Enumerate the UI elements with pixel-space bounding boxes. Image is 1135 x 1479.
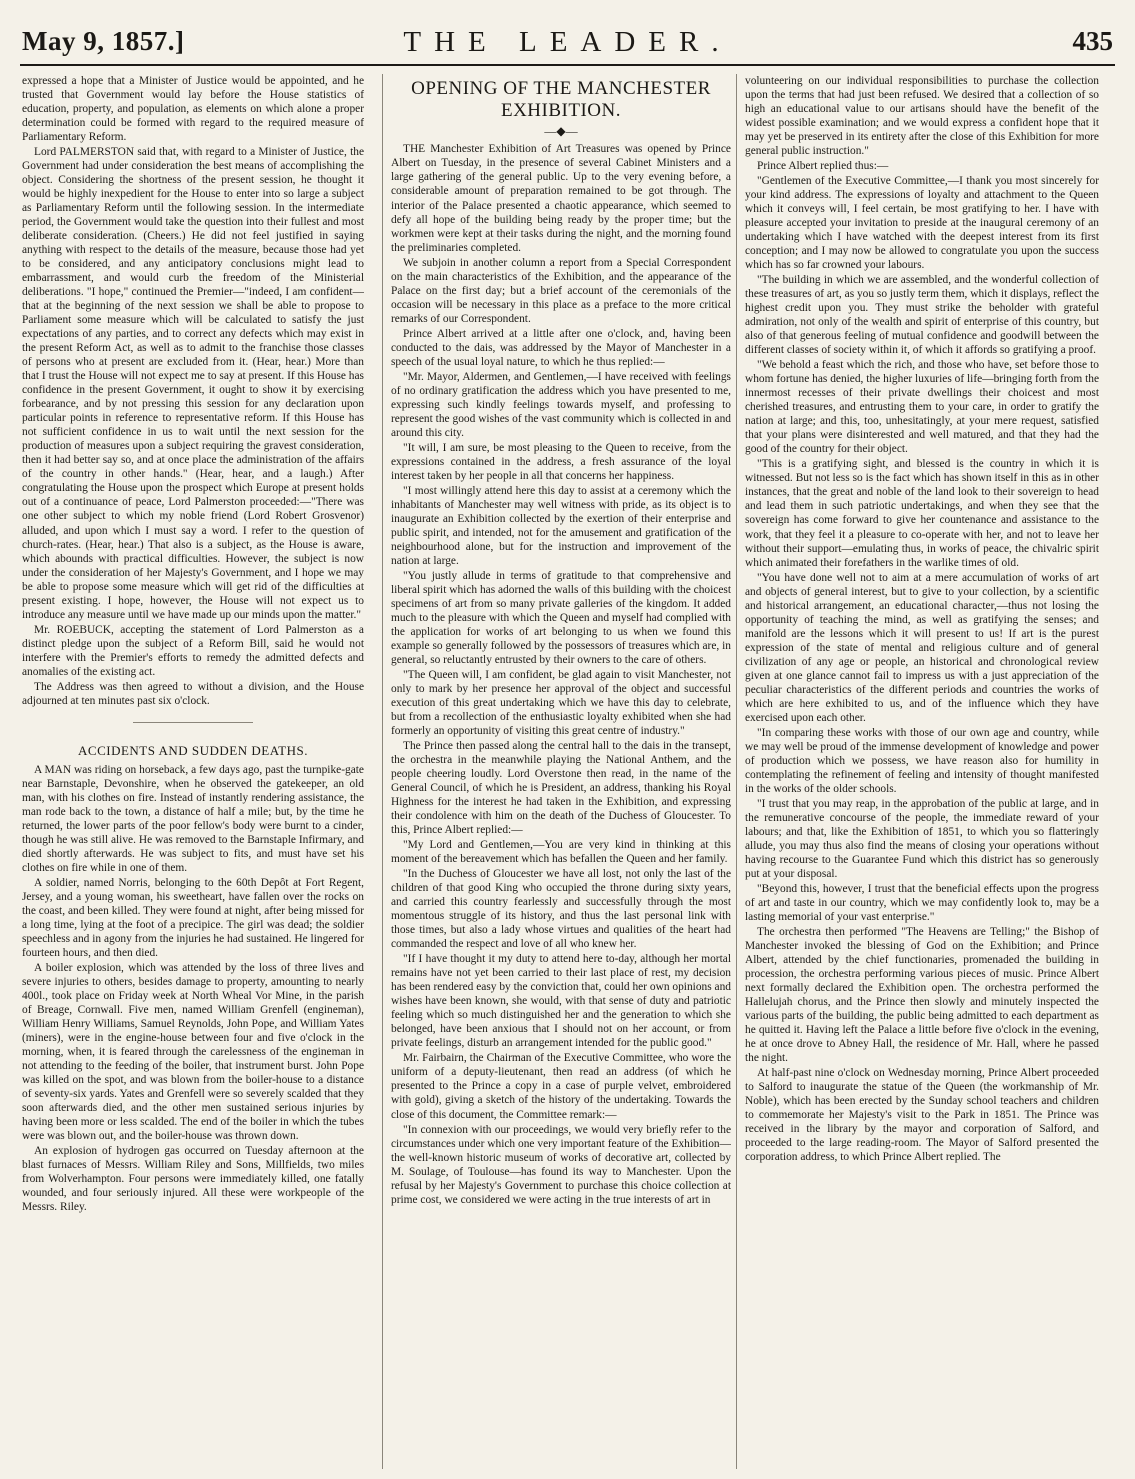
paragraph: expressed a hope that a Minister of Justice would be appointed, and he trusted that Government would lay before the House statistics of education, property, and population, as elements on which alone a proper determination could be formed with regard to the required measure of Parliamentary Reform. (22, 75, 364, 144)
paragraph: "We behold a feast which the rich, and those who have, set before those to whom fortune has denied, the higher luxuries of life—bringing forth from the innermost recesses of their private dwellings their choicest and most cherished treasures, and entrusting them to your care, in order to gratify the nation at large; and this, too, unhesitatingly, at your mere request, satisfied that your plans were disinterested and well matured, and that they had the good of the country for their object. (745, 359, 1099, 456)
paragraph: "My Lord and Gentlemen,—You are very kind in thinking at this moment of the bereavement which has befallen the Queen and her family. (391, 839, 731, 866)
newspaper-title: THE LEADER. (403, 26, 732, 58)
paragraph: A boiler explosion, which was attended by the loss of three lives and severe injuries to others, besides damage to property, amounting to nearly 400l., took place on Friday week at North Wheal Vor Mine, in the parish of Breage, Cornwall. Five men, named William Grenfell (engineman), William Henry Williams, Samuel Reynolds, John Pope, and William Yates (miners), were in the engine-house between four and five o'clock in the morning, when, it is feared through the carelessness of the engineman in not attending to the feeding of the boiler, that instrument burst. John Pope was killed on the spot, and was blown from the boiler-house to a distance of seventy-six yards. Yates and Grenfell were so severely scalded that they soon afterwards died, and the other men sustained serious injuries by having been more or less scalded. The end of the boiler in which the tubes were was blown out, and the boiler-house was thrown down. (22, 961, 364, 1143)
issue-date: May 9, 1857.] (22, 26, 185, 56)
paragraph: "The building in which we are assembled, and the wonderful collection of these treasures of art, as you so justly term them, which it displays, reflect the highest credit upon you. They must strike the beholder with grateful admiration, not only of the wealth and spirit of enterprise of this country, but also of that generous feeling of mutual confidence and goodwill between the different classes of society within it, of which it affords so gratifying a proof. (745, 274, 1099, 357)
paragraph: "Gentlemen of the Executive Committee,—I thank you most sincerely for your kind address. The expressions of loyalty and attachment to the Queen which it conveys will, I feel certain, be most gratifying to her. I have with pleasure accepted your invitation to preside at the inaugural ceremony of an undertaking which I have watched with the deepest interest from its first conception; and I may now be allowed to congratulate you upon the success which has so far crowned your labours. (745, 175, 1099, 272)
paragraph: "You justly allude in terms of gratitude to that comprehensive and liberal spirit which has adorned the walls of this building with the choicest specimens of art from so many private galleries of the kingdom. It added much to the pleasure with which the Queen and myself had complied with the application for works of art belonging to us when we found this example so generally followed by the possessors of treasures which are, in general, so reluctantly entrusted by their owners to the care of others. (391, 569, 731, 666)
paragraph: "If I have thought it my duty to attend here to-day, although her mortal remains have not yet been carried to their last place of rest, my decision has been rendered easy by the conviction that, could her own opinions and wishes have been known, she would, with that sense of duty and patriotic feeling which so much distinguished her and the generation to which she belonged, have been anxious that I should not on her account, or from private feelings, disturb an arrangement intended for the public good." (391, 953, 731, 1050)
paragraph: THE Manchester Exhibition of Art Treasures was opened by Prince Albert on Tuesday, in the presence of several Cabinet Ministers and a large gathering of the general public. Up to the very evening before, a considerable amount of preparation remained to be got through. The interior of the Palace presented a chaotic appearance, which seemed to defy all hope of the building being ready by the proper time; but the workmen were kept at their tasks during the night, and the morning found the preliminaries completed. (391, 143, 731, 254)
paragraph: The orchestra then performed "The Heavens are Telling;" the Bishop of Manchester invoked the blessing of God on the Exhibition; and Prince Albert, attended by the chief functionaries, promenaded the building in procession, the orchestra performing various pieces of music. Prince Albert next formally declared the Exhibition open. The orchestra performed the Hallelujah chorus, and the Prince then slowly and minutely inspected the various parts of the building, the public being admitted to each department as he quitted it. Having left the Palace a little before five o'clock in the evening, he at once drove to Abney Hall, the residence of Mr. Hall, where he passed the night. (745, 925, 1099, 1065)
ornament-divider: —◆— (544, 123, 578, 138)
article-accidents (22, 763, 364, 1215)
page-number: 435 (1072, 26, 1113, 56)
paragraph: "Mr. Mayor, Aldermen, and Gentlemen,—I have received with feelings of no ordinary gratification the address which you have presented to me, expressing such kindly feelings towards myself, and professing to represent the good wishes of the vast community which is collected in and around this city. (391, 370, 731, 439)
column-middle (382, 74, 731, 1469)
paragraph: "Beyond this, however, I trust that the beneficial effects upon the progress of art and taste in our country, which we may confidently look to, may be a lasting memorial of your vast enterprise." (745, 882, 1099, 923)
paragraph: "In connexion with our proceedings, we would very briefly refer to the circumstances under which one very important feature of the Exhibition—the well-known historic museum of works of decorative art, collected by M. Soulage, of Toulouse—has found its way to Manchester. Upon the refusal by her Majesty's Government to purchase this choice collection at prime cost, we considered we were acting in the true interests of art in (391, 1123, 731, 1206)
paragraph: At half-past nine o'clock on Wednesday morning, Prince Albert proceeded to Salford to inaugurate the statue of the Queen (the workmanship of Mr. Noble), which has been erected by the Sunday school teachers and children to commemorate her Majesty's visit to the Park in 1851. The Prince was received in the library by the mayor and corporation of Salford, and proceeded to the large reading-room. The Mayor of Salford presented the corporation address, to which Prince Albert replied. The (745, 1067, 1099, 1164)
paragraph: A soldier, named Norris, belonging to the 60th Depôt at Fort Regent, Jersey, and a young woman, his sweetheart, have fallen over the rocks on the coast, and been killed. They were found at night, after being missed for a long time, lying at the foot of a precipice. The girl was dead; the soldier speechless and in agony from the injuries he had sustained. He lingered for fourteen hours, and then died. (22, 876, 364, 959)
paragraph: "In comparing these works with those of our own age and country, while we may well be proud of the immense development of knowledge and power of production which we possess, we have reason also for humility in contemplating the refinement of feeling and intensity of thought manifested in the works of the older schools. (745, 726, 1099, 795)
paragraph: Mr. Fairbairn, the Chairman of the Executive Committee, who wore the uniform of a deputy-lieutenant, then read an address (of which he presented to the Prince a copy in a case of purple velvet, embroidered with gold), giving a sketch of the history of the undertaking. Towards the close of this document, the Committee remark:— (391, 1052, 731, 1121)
article-exhibition-continued (745, 74, 1099, 1164)
paragraph: Lord PALMERSTON said that, with regard to a Minister of Justice, the Government had under consideration the best means of accomplishing the object. Considering the shortness of the present session, he thought it would be highly inexpedient for the House to enter into so large a subject as Parliamentary Reform until the following session. In the intermediate period, the Government would take the question into their fullest and most deliberate consideration. (Cheers.) He did not feel justified in saying anything with respect to the details of the measure, because those had yet to be considered, and any anticipatory conclusions might lead to embarrassment, and would curb the freedom of the Ministerial deliberations. "I hope," continued the Premier—"indeed, I am confident—that at the beginning of the next session we shall be able to propose to Parliament some measure which will be calculated to satisfy the just expectations of any parties, and to correct any defects which may exist in the present Reform Act, as well as to admit to the franchise those classes of persons who at present are excluded from it. (Hear, hear.) More than that I trust the House will not expect me to say at present. If this House has confidence in the present Government, it ought to show it by exercising forbearance, and by not pressing this session for any declaration upon particular points in reference to representative reform. If this House has not sufficient confidence in us to wait until the next session for the production of measures upon a subject requiring the gravest consideration, then it had better say so, and at once place the administration of the affairs of the country in other hands." (Hear, hear, and a laugh.) After congratulating the House upon the prospect which Europe at present holds out of a continuance of peace, Lord Palmerston proceeded:—"There was one other subject to which my noble friend (Lord Robert Grosvenor) alluded, and upon which I must say a word. I refer to the question of church-rates. (Hear, hear.) That also is a subject, as the House is aware, which abounds with practical difficulties. However, the subject is now under the consideration of her Majesty's Government, and I hope we may be able to propose some measure which will get rid of the difficulties at present existing. I hope, however, the House will not expect us to introduce any measure until we have made up our minds upon the matter." (22, 146, 364, 621)
masthead (20, 14, 1115, 66)
paragraph: "In the Duchess of Gloucester we have all lost, not only the last of the children of that good King who occupied the throne during sixty years, and carried this country fearlessly and successfully through the most momentous struggle of its history, and thus the last personal link with those times, but also a lady whose virtues and qualities of the heart had commanded the respect and love of all who knew her. (391, 868, 731, 951)
column-left (22, 74, 364, 1469)
exhibition-heading: OPENING OF THE MANCHESTER EXHIBITION. (411, 78, 711, 121)
paragraph: An explosion of hydrogen gas occurred on Tuesday afternoon at the blast furnaces of Messrs. William Riley and Sons, Millfields, two miles from Wolverhampton. Four persons were immediately killed, one fatally wounded, and four seriously injured. All these were workpeople of the Messrs. Riley. (22, 1145, 364, 1214)
paragraph: "You have done well not to aim at a mere accumulation of works of art and objects of general interest, but to give to your collection, by a scientific and historical arrangement, an educational character,—thus not losing the opportunity of teaching the mind, as well as gratifying the senses; and manifold are the lessons which it will present to us! If art is the purest expression of the state of mental and religious culture and of general civilization of any age or people, an historical and chronological review given at one glance cannot fail to impress us with a just appreciation of the peculiar characteristics of the different periods and countries the works of which are here exhibited to us, and of the influence which they have exercised upon each other. (745, 571, 1099, 724)
paragraph: "I trust that you may reap, in the approbation of the public at large, and in the remunerative concourse of the people, the immediate reward of your labours; and that, like the Exhibition of 1851, to which you so flatteringly allude, you may thus also find the means of closing your operations without having recourse to the Guarantee Fund which this district has so generously put at your disposal. (745, 797, 1099, 880)
paragraph: A MAN was riding on horseback, a few days ago, past the turnpike-gate near Barnstaple, Devonshire, when he observed the gatekeeper, an old man, with his clothes on fire. Instead of instantly rendering assistance, the man rode back to the town, a distance of half a mile; but, by the time he returned, the lower parts of the poor fellow's body were burnt to a cinder, though he was still alive. He was removed to the Barnstaple Infirmary, and died shortly afterwards. He was subject to fits, and must have set his clothes on fire while in one of them. (22, 763, 364, 874)
paragraph: The Address was then agreed to without a division, and the House adjourned at ten minutes past six o'clock. (22, 680, 364, 707)
column-right (736, 74, 1099, 1469)
paragraph: "This is a gratifying sight, and blessed is the country in which it is witnessed. But not less so is the fact which has shown itself in this as in other instances, that the great and noble of the land look to their sovereign to head and lead them in such patriotic undertakings, and when they see that the sovereign has come forward to give her countenance and assistance to the work, that they feel it a pleasure to co-operate with her, and not to leave her without their support—emulating thus, in works of peace, the chivalric spirit which animated their forefathers in the warlike times of old. (745, 458, 1099, 569)
article-exhibition (391, 142, 731, 1206)
paragraph: Prince Albert arrived at a little after one o'clock, and, having been conducted to the dais, was addressed by the Mayor of Manchester in a speech of the usual loyal nature, to which he thus replied:— (391, 327, 731, 368)
accidents-heading: ACCIDENTS AND SUDDEN DEATHS. (78, 742, 308, 758)
paragraph: "It will, I am sure, be most pleasing to the Queen to receive, from the expressions contained in the address, a fresh assurance of the loyal interest taken by her people in all that concerns her happiness. (391, 441, 731, 482)
article-parliament (22, 74, 364, 708)
section-rule (133, 722, 253, 723)
paragraph: The Prince then passed along the central hall to the dais in the transept, the orchestra in the meanwhile playing the National Anthem, and the people cheering loudly. Lord Overstone then read, in the name of the General Council, of which he is President, an address, thanking his Royal Highness for the interest he had taken in the Exhibition, and expressing their condolence with him on the death of the Duchess of Gloucester. To this, Prince Albert replied:— (391, 740, 731, 837)
paragraph: Mr. ROEBUCK, accepting the statement of Lord Palmerston as a distinct pledge upon the subject of a Reform Bill, said he would not interfere with the Premier's efforts to remedy the admitted defects and anomalies of the existing act. (22, 623, 364, 678)
paragraph: Prince Albert replied thus:— (757, 160, 889, 173)
paragraph: volunteering on our individual responsibilities to purchase the collection upon the terms that had just been refused. We desired that a collection of so high an educational value to our artisans should have the benefit of the widest possible examination; and we would express a confident hope that it may yet be preserved in its entirety after the close of this Exhibition for more general public instruction." (745, 75, 1099, 158)
paragraph: We subjoin in another column a report from a Special Correspondent on the main characteristics of the Exhibition, and the appearance of the Palace on the first day; but a brief account of the ceremonials of the occasion will be necessary in this place as a preface to the more critical remarks of our Correspondent. (391, 256, 731, 325)
paragraph: "The Queen will, I am confident, be glad again to visit Manchester, not only to mark by her presence her approval of the object and successful execution of this great undertaking which we have this day to celebrate, but from a recollection of the enthusiastic loyalty exhibited when she had formerly an opportunity of visiting this great centre of industry." (391, 669, 731, 738)
paragraph: "I most willingly attend here this day to assist at a ceremony which the inhabitants of Manchester may well witness with pride, as its object is to inaugurate an Exhibition collected by the exertion of their enterprise and public spirit, and intended, not for the amusement and gratification of the neighbourhood alone, but for the instruction and improvement of the nation at large. (391, 484, 731, 567)
